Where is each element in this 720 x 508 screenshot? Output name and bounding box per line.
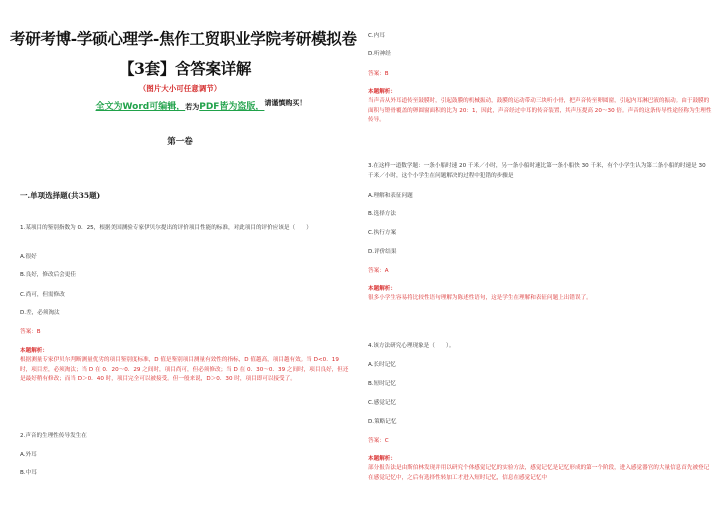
pdf-pirated-text: PDF皆为盗版， [199,102,265,112]
question-2-option-d: D.听神经 [368,51,391,57]
question-3-option-b: B.选择方法 [368,211,396,217]
question-4-option-b: B.短时记忆 [368,381,396,387]
question-2-answer: 答案：B [368,71,389,77]
question-4-answer: 答案：C [368,438,389,444]
document-title-line2: 【3套】含答案详解 [118,59,252,78]
question-1-option-a: A.很好 [20,254,37,260]
volume-heading: 第一卷 [167,137,193,147]
buy-carefully-text: 请谨慎购买！ [264,99,307,107]
question-4-option-c: C.感觉记忆 [368,400,397,406]
section-heading: 一.单项选择题(共35题) [20,191,101,200]
question-2-option-c: C.内耳 [368,33,385,39]
question-3-answer: 答案：A [368,268,389,274]
question-3-option-d: D.评价结果 [368,249,397,255]
question-1-text: 1.某项目的鉴别指数为 0．25，根据美国测验专家伊贝尔提出的评价项目性能的标准，对此项目的评价应该是（ ） [20,225,312,231]
question-2-analysis: 当声音从外耳道传至鼓膜时，引起鼓膜的机械振动，鼓膜的运动带动三块听小骨，把声音传至卵圆窗，引起内耳淋巴液的振动。由于鼓膜的面积与镫骨覆盖的卵圆窗面积的比为 20：1，因此，声音经过中耳的传音装置，其声压提高 20～30 倍。声音的这条传导性途径称为生理性传导。 [368,98,712,123]
question-1-option-d: D.差，必须淘汰 [20,310,60,316]
question-1-option-c: C.尚可，但需修改 [20,292,65,298]
question-4-analysis-label: 本题解析： [368,456,396,462]
word-edit-text: 全文为Word可编辑， [95,102,186,112]
if-pdf-text: 若为 [185,103,200,111]
question-3-option-a: A.理解和表征问题 [368,193,413,199]
question-4-analysis: 部分报告法是由斯伯林发现并用以研究个体感觉记忆的实验方法，感觉记忆是记忆形成的第一个阶段，进入感觉器官的大量信息首先被登记在感觉记忆中，之后有选择性转加工才进入短时记忆，信息在感觉记忆中 [368,465,710,481]
question-1-answer: 答案：B [20,329,41,335]
question-2-analysis-label: 本题解析： [368,89,396,95]
question-4-text: 4.该方法研究心理现象是（ ）。 [368,343,455,349]
question-1-analysis-label: 本题解析： [20,348,48,354]
question-2-text: 2.声音的生理性传导发生在 [20,433,87,439]
question-2-option-a: A.外耳 [20,452,37,458]
question-1-option-b: B.良好，修改后会更佳 [20,272,76,278]
question-2-option-b: B.中耳 [20,470,37,476]
document-title-line1: 考研考博-学硕心理学-焦作工贸职业学院考研模拟卷 [10,29,357,48]
image-size-note: （图片大小可任意调节） [138,84,222,93]
question-3-analysis-label: 本题解析： [368,286,396,292]
question-3-option-c: C.执行方案 [368,230,397,236]
question-4-option-d: D.策略记忆 [368,419,397,425]
edit-notice [0,99,360,112]
question-4-option-a: A.长时记忆 [368,362,396,368]
question-3-analysis: 很多小学生容易将比较性语句理解为陈述性语句，这是学生在理解和表征问题上出错误了。 [368,295,592,301]
question-3-text: 3.在这样一道数学题：一条小船时速 20 千米／小时，另一条小船时速比第一条小船快 30 千米，有个小学生认为第二条小船的时速是 30 千米／小时，这个小学生在问题解决的过程中犯错的步骤是 [368,163,706,179]
question-1-analysis: 根据测量专家伊贝尔判断测量优劣的项目鉴别度标准，D 值是鉴别项目测量有效性的指标，D 值越高，项目越有效。当 D<0．19 时，项目差，必须淘汰；当 D 在 0．20～0．29 之间时，项目尚可，但必须修改；当 D 在 0．30～0．39 之间时，项目良好，但还是最好稍有修改；而当 D＞0．40 时，项目完全可以被接受。但一般来说，D＞0．30 时，项目即可以接受了。 [20,357,349,382]
